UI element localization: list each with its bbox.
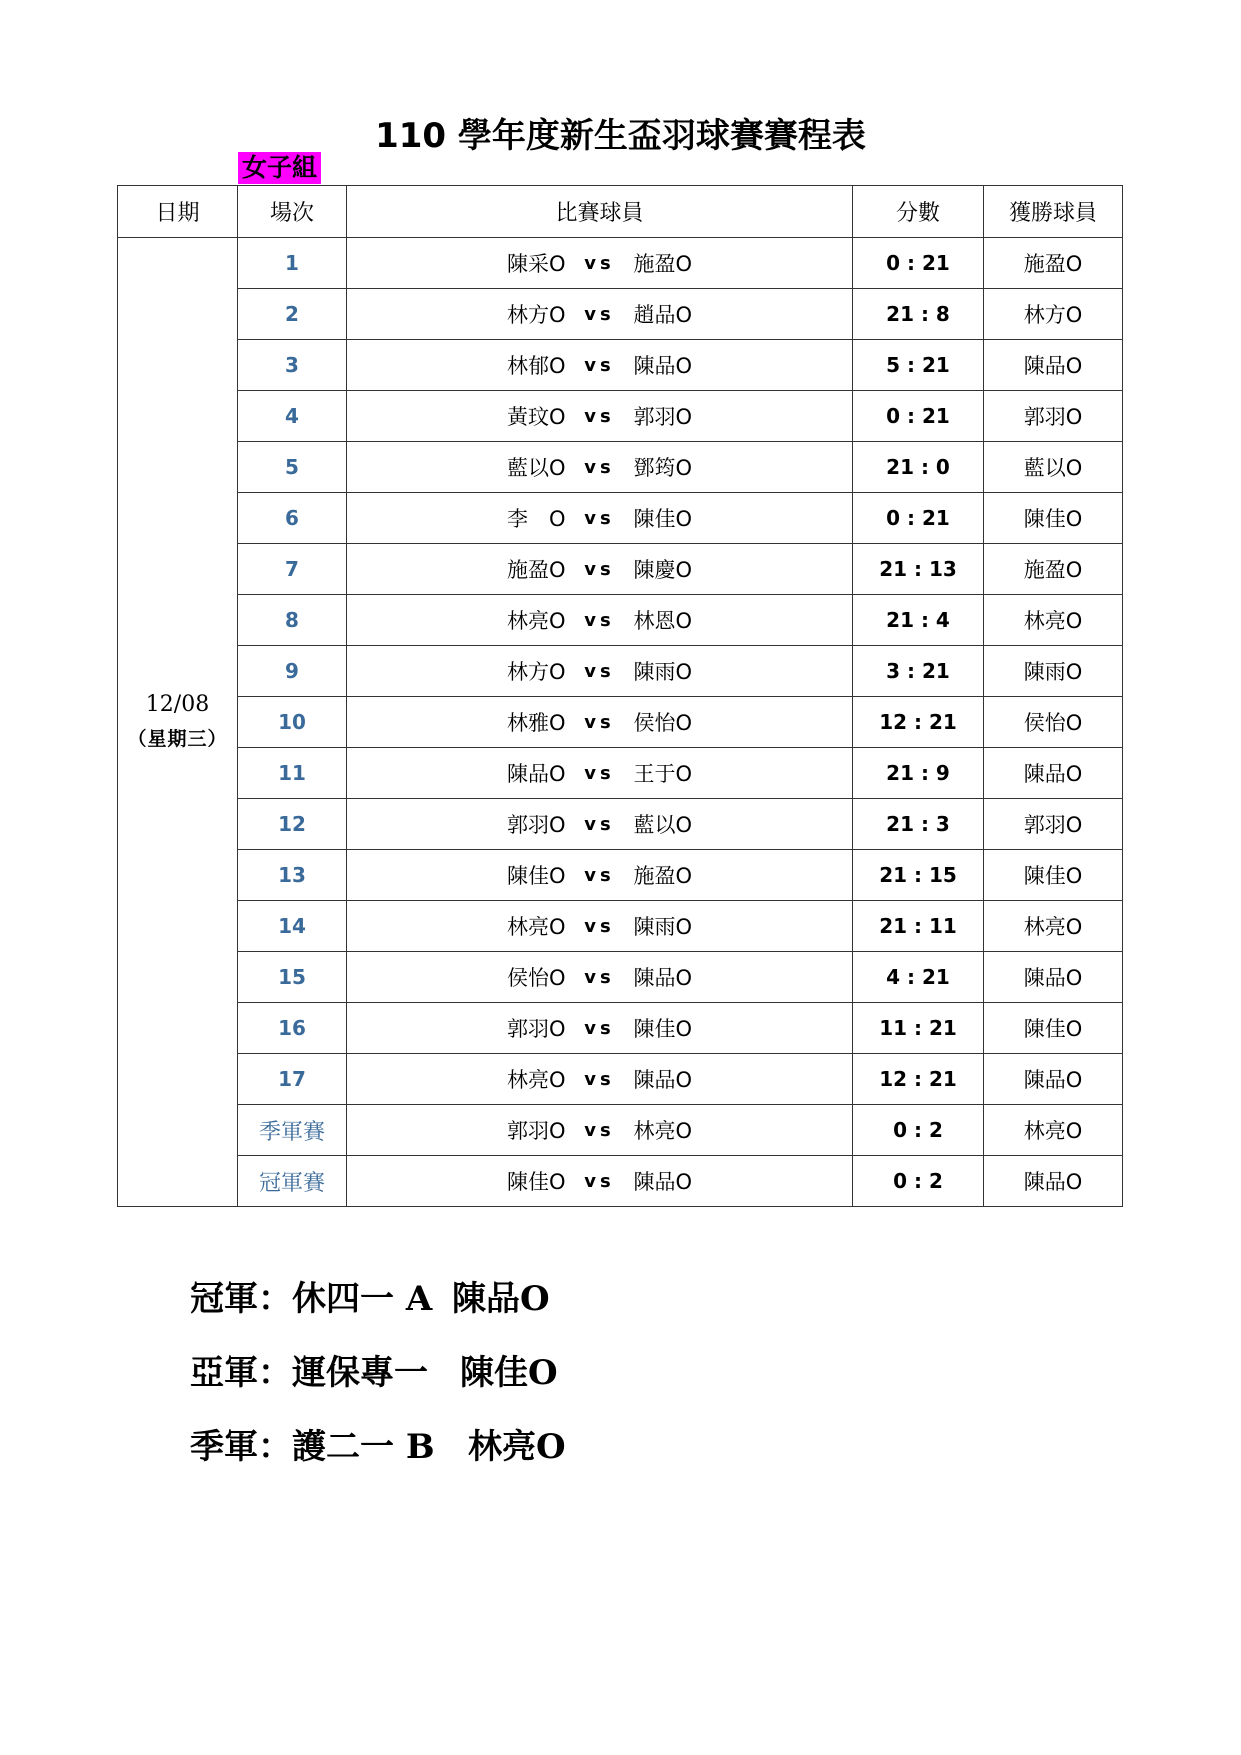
match-score: 0 : 21 (853, 238, 984, 289)
match-score: 21 : 3 (853, 799, 984, 850)
match-number: 10 (238, 697, 347, 748)
versus-label: vs (584, 915, 615, 937)
match-number: 2 (238, 289, 347, 340)
table-row (118, 391, 1123, 442)
match-players (347, 952, 853, 1003)
player-one: 林方O (506, 660, 566, 684)
versus-label: vs (584, 1119, 615, 1141)
header-players: 比賽球員 (347, 186, 853, 238)
match-winner: 陳佳O (984, 493, 1123, 544)
match-players (347, 850, 853, 901)
match-players (347, 595, 853, 646)
match-winner: 林亮O (984, 595, 1123, 646)
match-score: 21 : 15 (853, 850, 984, 901)
player-one: 李 O (506, 507, 566, 531)
player-two: 侯怡O (633, 711, 693, 735)
versus-label: vs (584, 966, 615, 988)
match-players (347, 901, 853, 952)
player-one: 林雅O (506, 711, 566, 735)
match-winner: 郭羽O (984, 391, 1123, 442)
results-section (190, 1258, 566, 1480)
result-unit: 運保專一 (292, 1352, 428, 1393)
match-winner: 陳品O (984, 748, 1123, 799)
match-number: 11 (238, 748, 347, 799)
player-one: 林亮O (506, 609, 566, 633)
match-number: 6 (238, 493, 347, 544)
match-number: 15 (238, 952, 347, 1003)
result-label: 季軍： (190, 1426, 292, 1467)
header-winner: 獲勝球員 (984, 186, 1123, 238)
result-unit: 休四一 A (292, 1278, 433, 1319)
table-row (118, 493, 1123, 544)
versus-label: vs (584, 507, 615, 529)
player-two: 陳品O (633, 1170, 693, 1194)
player-two: 陳佳O (633, 1017, 693, 1041)
match-winner: 陳品O (984, 952, 1123, 1003)
table-row (118, 595, 1123, 646)
result-third (190, 1406, 566, 1480)
match-score: 21 : 8 (853, 289, 984, 340)
player-one: 陳佳O (506, 864, 566, 888)
table-row (118, 748, 1123, 799)
result-runner-up (190, 1332, 566, 1406)
match-score: 4 : 21 (853, 952, 984, 1003)
match-players (347, 493, 853, 544)
versus-label: vs (584, 354, 615, 376)
player-one: 郭羽O (506, 1119, 566, 1143)
match-score: 21 : 13 (853, 544, 984, 595)
result-name: 陳品O (452, 1278, 550, 1319)
schedule-table (117, 185, 1123, 1207)
result-label: 亞軍： (190, 1352, 292, 1393)
match-score: 21 : 9 (853, 748, 984, 799)
match-number: 8 (238, 595, 347, 646)
table-row (118, 646, 1123, 697)
match-winner: 施盈O (984, 238, 1123, 289)
player-two: 王于O (633, 762, 693, 786)
versus-label: vs (584, 1068, 615, 1090)
player-one: 郭羽O (506, 813, 566, 837)
table-row (118, 544, 1123, 595)
match-number: 16 (238, 1003, 347, 1054)
schedule-body (118, 238, 1123, 1207)
match-score: 21 : 0 (853, 442, 984, 493)
match-players (347, 289, 853, 340)
header-date: 日期 (118, 186, 238, 238)
versus-label: vs (584, 762, 615, 784)
match-players (347, 1156, 853, 1207)
group-label: 女子組 (238, 152, 321, 184)
player-two: 林恩O (633, 609, 693, 633)
match-number: 12 (238, 799, 347, 850)
match-number: 季軍賽 (238, 1105, 347, 1156)
player-two: 陳雨O (633, 660, 693, 684)
match-number: 9 (238, 646, 347, 697)
match-score: 5 : 21 (853, 340, 984, 391)
player-two: 藍以O (633, 813, 693, 837)
match-winner: 侯怡O (984, 697, 1123, 748)
match-score: 21 : 4 (853, 595, 984, 646)
date-cell (118, 238, 238, 1207)
match-players (347, 391, 853, 442)
header-score: 分數 (853, 186, 984, 238)
table-row (118, 1105, 1123, 1156)
match-players (347, 544, 853, 595)
player-one: 林亮O (506, 915, 566, 939)
table-row (118, 442, 1123, 493)
versus-label: vs (584, 405, 615, 427)
match-players (347, 748, 853, 799)
match-number: 1 (238, 238, 347, 289)
match-players (347, 646, 853, 697)
player-one: 陳采O (506, 252, 566, 276)
match-winner: 施盈O (984, 544, 1123, 595)
page-title: 110 學年度新生盃羽球賽賽程表 (375, 116, 866, 156)
table-header-row (118, 186, 1123, 238)
match-number: 5 (238, 442, 347, 493)
match-score: 12 : 21 (853, 697, 984, 748)
versus-label: vs (584, 711, 615, 733)
player-two: 趙品O (633, 303, 693, 327)
player-two: 陳佳O (633, 507, 693, 531)
match-players (347, 799, 853, 850)
match-number: 7 (238, 544, 347, 595)
match-winner: 陳品O (984, 1156, 1123, 1207)
player-two: 施盈O (633, 252, 693, 276)
versus-label: vs (584, 609, 615, 631)
versus-label: vs (584, 252, 615, 274)
match-number: 17 (238, 1054, 347, 1105)
player-one: 施盈O (506, 558, 566, 582)
table-row (118, 1156, 1123, 1207)
match-winner: 藍以O (984, 442, 1123, 493)
versus-label: vs (584, 1017, 615, 1039)
match-winner: 林亮O (984, 901, 1123, 952)
player-one: 陳品O (506, 762, 566, 786)
match-score: 3 : 21 (853, 646, 984, 697)
versus-label: vs (584, 456, 615, 478)
match-number: 3 (238, 340, 347, 391)
player-two: 陳品O (633, 1068, 693, 1092)
player-one: 林郁O (506, 354, 566, 378)
result-champion (190, 1258, 566, 1332)
result-unit: 護二一 B (292, 1426, 435, 1467)
match-winner: 郭羽O (984, 799, 1123, 850)
player-one: 林亮O (506, 1068, 566, 1092)
match-winner: 陳佳O (984, 850, 1123, 901)
match-score: 11 : 21 (853, 1003, 984, 1054)
player-one: 郭羽O (506, 1017, 566, 1041)
header-match-no: 場次 (238, 186, 347, 238)
match-players (347, 238, 853, 289)
table-row (118, 901, 1123, 952)
player-two: 郭羽O (633, 405, 693, 429)
player-two: 施盈O (633, 864, 693, 888)
table-row (118, 289, 1123, 340)
result-label: 冠軍： (190, 1278, 292, 1319)
table-row (118, 340, 1123, 391)
versus-label: vs (584, 558, 615, 580)
match-winner: 陳品O (984, 1054, 1123, 1105)
player-one: 侯怡O (506, 966, 566, 990)
table-row (118, 1003, 1123, 1054)
versus-label: vs (584, 660, 615, 682)
result-name: 林亮O (468, 1426, 566, 1467)
match-players (347, 1105, 853, 1156)
match-players (347, 697, 853, 748)
result-name: 陳佳O (460, 1352, 558, 1393)
match-winner: 林亮O (984, 1105, 1123, 1156)
table-row (118, 799, 1123, 850)
date-weekday: （星期三） (127, 728, 228, 750)
player-one: 陳佳O (506, 1170, 566, 1194)
match-winner: 陳雨O (984, 646, 1123, 697)
table-row (118, 850, 1123, 901)
match-number: 14 (238, 901, 347, 952)
match-score: 0 : 2 (853, 1105, 984, 1156)
versus-label: vs (584, 303, 615, 325)
player-two: 陳品O (633, 354, 693, 378)
match-players (347, 1054, 853, 1105)
player-one: 林方O (506, 303, 566, 327)
table-row (118, 1054, 1123, 1105)
player-two: 陳慶O (633, 558, 693, 582)
table-row (118, 697, 1123, 748)
match-players (347, 442, 853, 493)
player-two: 林亮O (633, 1119, 693, 1143)
match-winner: 林方O (984, 289, 1123, 340)
date-day: 12/08 (145, 692, 210, 717)
match-score: 0 : 21 (853, 391, 984, 442)
player-two: 陳品O (633, 966, 693, 990)
player-one: 黃玟O (506, 405, 566, 429)
match-number: 13 (238, 850, 347, 901)
match-winner: 陳佳O (984, 1003, 1123, 1054)
match-players (347, 1003, 853, 1054)
versus-label: vs (584, 864, 615, 886)
match-number: 冠軍賽 (238, 1156, 347, 1207)
match-players (347, 340, 853, 391)
match-score: 0 : 21 (853, 493, 984, 544)
match-score: 12 : 21 (853, 1054, 984, 1105)
match-score: 0 : 2 (853, 1156, 984, 1207)
match-score: 21 : 11 (853, 901, 984, 952)
player-one: 藍以O (506, 456, 566, 480)
versus-label: vs (584, 813, 615, 835)
player-two: 鄧筠O (633, 456, 693, 480)
match-number: 4 (238, 391, 347, 442)
table-row (118, 952, 1123, 1003)
player-two: 陳雨O (633, 915, 693, 939)
match-winner: 陳品O (984, 340, 1123, 391)
table-row (118, 238, 1123, 289)
versus-label: vs (584, 1170, 615, 1192)
